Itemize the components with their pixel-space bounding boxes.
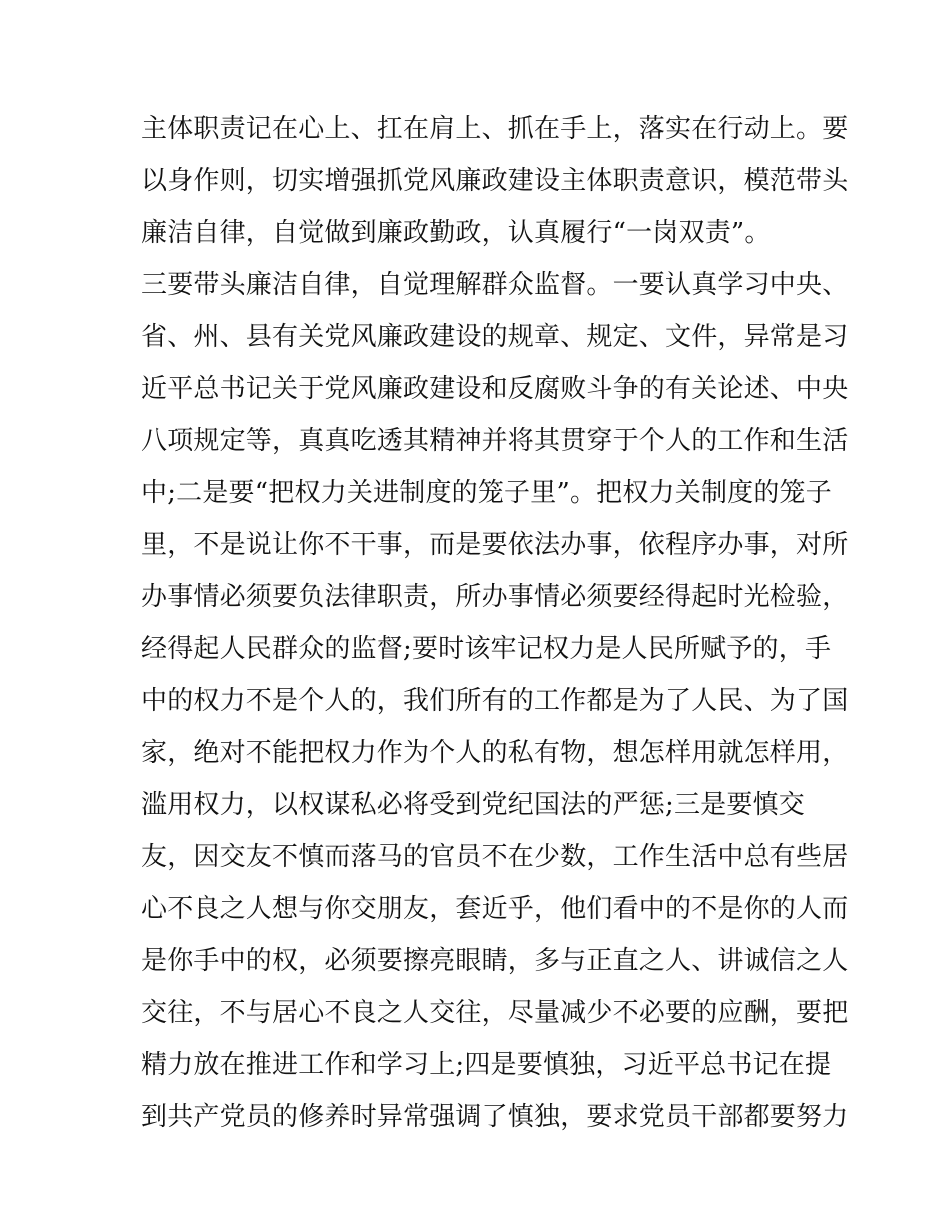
text-line: 中;二是要“把权力关进制度的笼子里”。把权力关制度的笼子 [141,478,832,508]
body-text [141,103,849,1143]
text-line: 交往，不与居心不良之人交往，尽量减少不必要的应酬，要把 [141,998,849,1028]
text-line: 三要带头廉洁自律，自觉理解群众监督。一要认真学习中央、 [141,270,849,300]
text-line: 廉洁自律，自觉做到廉政勤政，认真履行“一岗双责”。 [141,218,771,248]
text-line: 八项规定等，真真吃透其精神并将其贯穿于个人的工作和生活 [141,426,849,456]
text-line: 心不良之人想与你交朋友，套近乎，他们看中的不是你的人而 [141,894,849,924]
text-line: 到共产党员的修养时异常强调了慎独，要求党员干部都要努力 [141,1102,849,1132]
text-line: 近平总书记关于党风廉政建设和反腐败斗争的有关论述、中央 [141,374,849,404]
text-line: 家，绝对不能把权力作为个人的私有物，想怎样用就怎样用， [141,738,849,768]
text-line: 中的权力不是个人的，我们所有的工作都是为了人民、为了国 [141,686,849,716]
text-line: 滥用权力，以权谋私必将受到党纪国法的严惩;三是要慎交 [141,790,805,820]
text-line: 以身作则，切实增强抓党风廉政建设主体职责意识，模范带头 [141,166,849,196]
text-line: 主体职责记在心上、扛在肩上、抓在手上，落实在行动上。要 [141,114,849,144]
text-line: 是你手中的权，必须要擦亮眼睛，多与正直之人、讲诚信之人 [141,946,849,976]
text-line: 友，因交友不慎而落马的官员不在少数，工作生活中总有些居 [141,842,849,872]
text-line: 办事情必须要负法律职责，所办事情必须要经得起时光检验， [141,582,849,612]
text-line: 里，不是说让你不干事，而是要依法办事，依程序办事，对所 [141,530,849,560]
text-line: 经得起人民群众的监督;要时该牢记权力是人民所赋予的，手 [141,634,832,664]
text-line: 精力放在推进工作和学习上;四是要慎独，习近平总书记在提 [141,1050,832,1080]
text-line: 省、州、县有关党风廉政建设的规章、规定、文件，异常是习 [141,322,849,352]
